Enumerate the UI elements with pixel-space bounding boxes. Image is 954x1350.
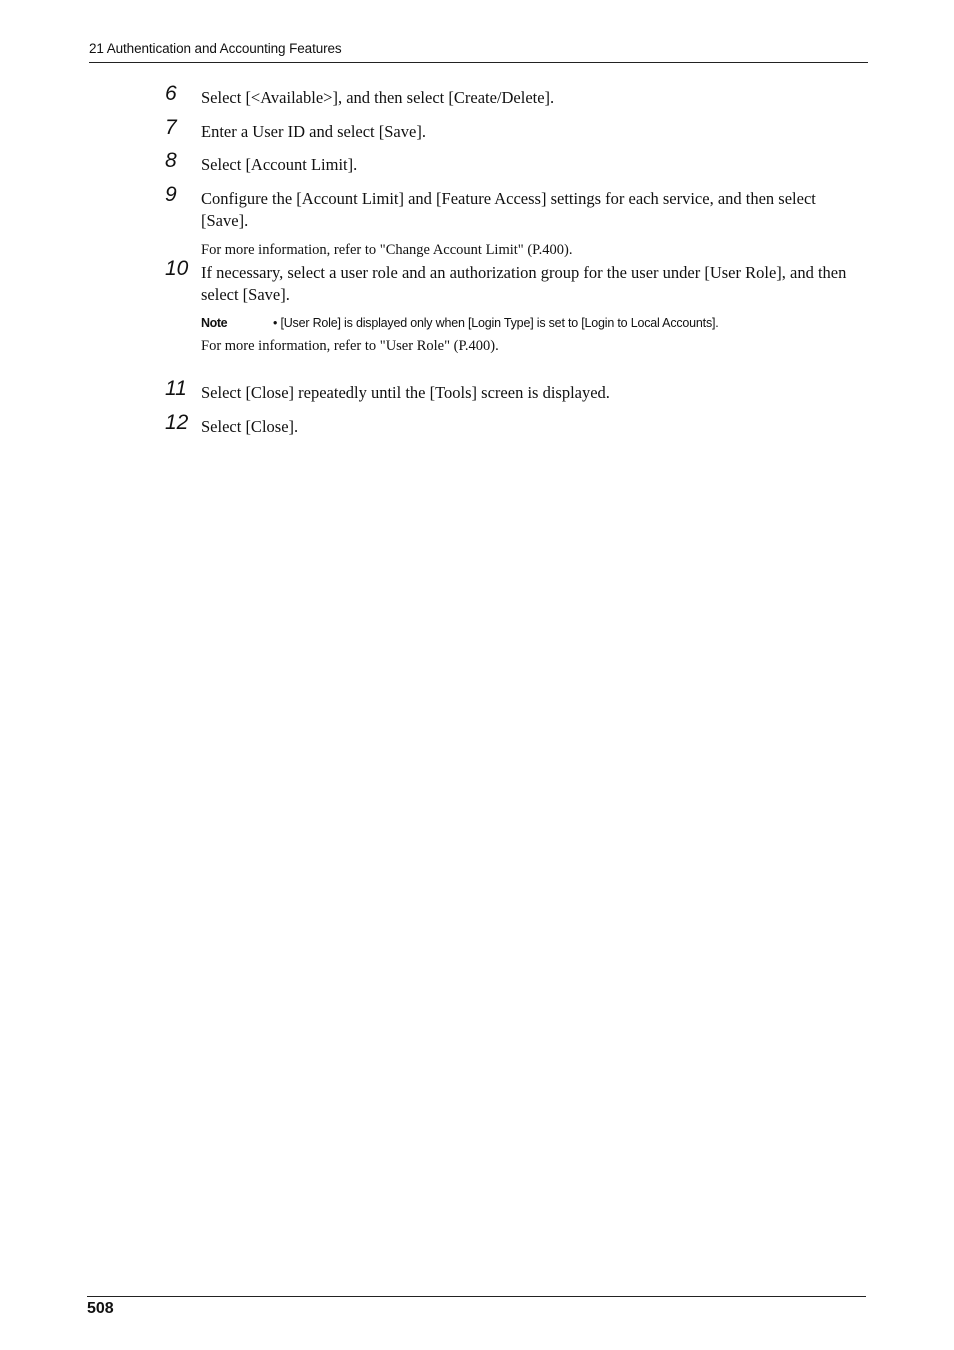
step-number: 8 [165, 149, 177, 172]
footer-divider [87, 1296, 866, 1297]
note-label: Note [201, 316, 228, 330]
step-text: Select [Close] repeatedly until the [Tools] screen is displayed. [201, 383, 610, 402]
step-text: Configure the [Account Limit] and [Feature Access] settings for each service, and then select [Save]. [201, 189, 816, 230]
running-header [89, 39, 868, 63]
chapter-title: 21 Authentication and Accounting Features [89, 41, 342, 56]
reference-change-account-limit: For more information, refer to "Change Account Limit" (P.400). [201, 242, 573, 258]
step-text: Enter a User ID and select [Save]. [201, 122, 426, 141]
step-number: 12 [165, 411, 189, 434]
step-number: 10 [165, 257, 189, 280]
step-text: If necessary, select a user role and an authorization group for the user under [User Role], and then select [Save]. [201, 263, 847, 304]
step-number: 11 [165, 377, 187, 400]
step-text: Select [Close]. [201, 417, 299, 436]
step-number: 7 [165, 116, 177, 139]
step-number: 6 [165, 82, 177, 105]
note-text: • [User Role] is displayed only when [Login Type] is set to [Login to Local Accounts]. [273, 316, 719, 330]
reference-user-role: For more information, refer to "User Role" (P.400). [201, 338, 499, 354]
page-number: 508 [87, 1300, 114, 1317]
step-number: 9 [165, 183, 177, 206]
step-text: Select [<Available>], and then select [Create/Delete]. [201, 88, 555, 107]
step-text: Select [Account Limit]. [201, 155, 358, 174]
